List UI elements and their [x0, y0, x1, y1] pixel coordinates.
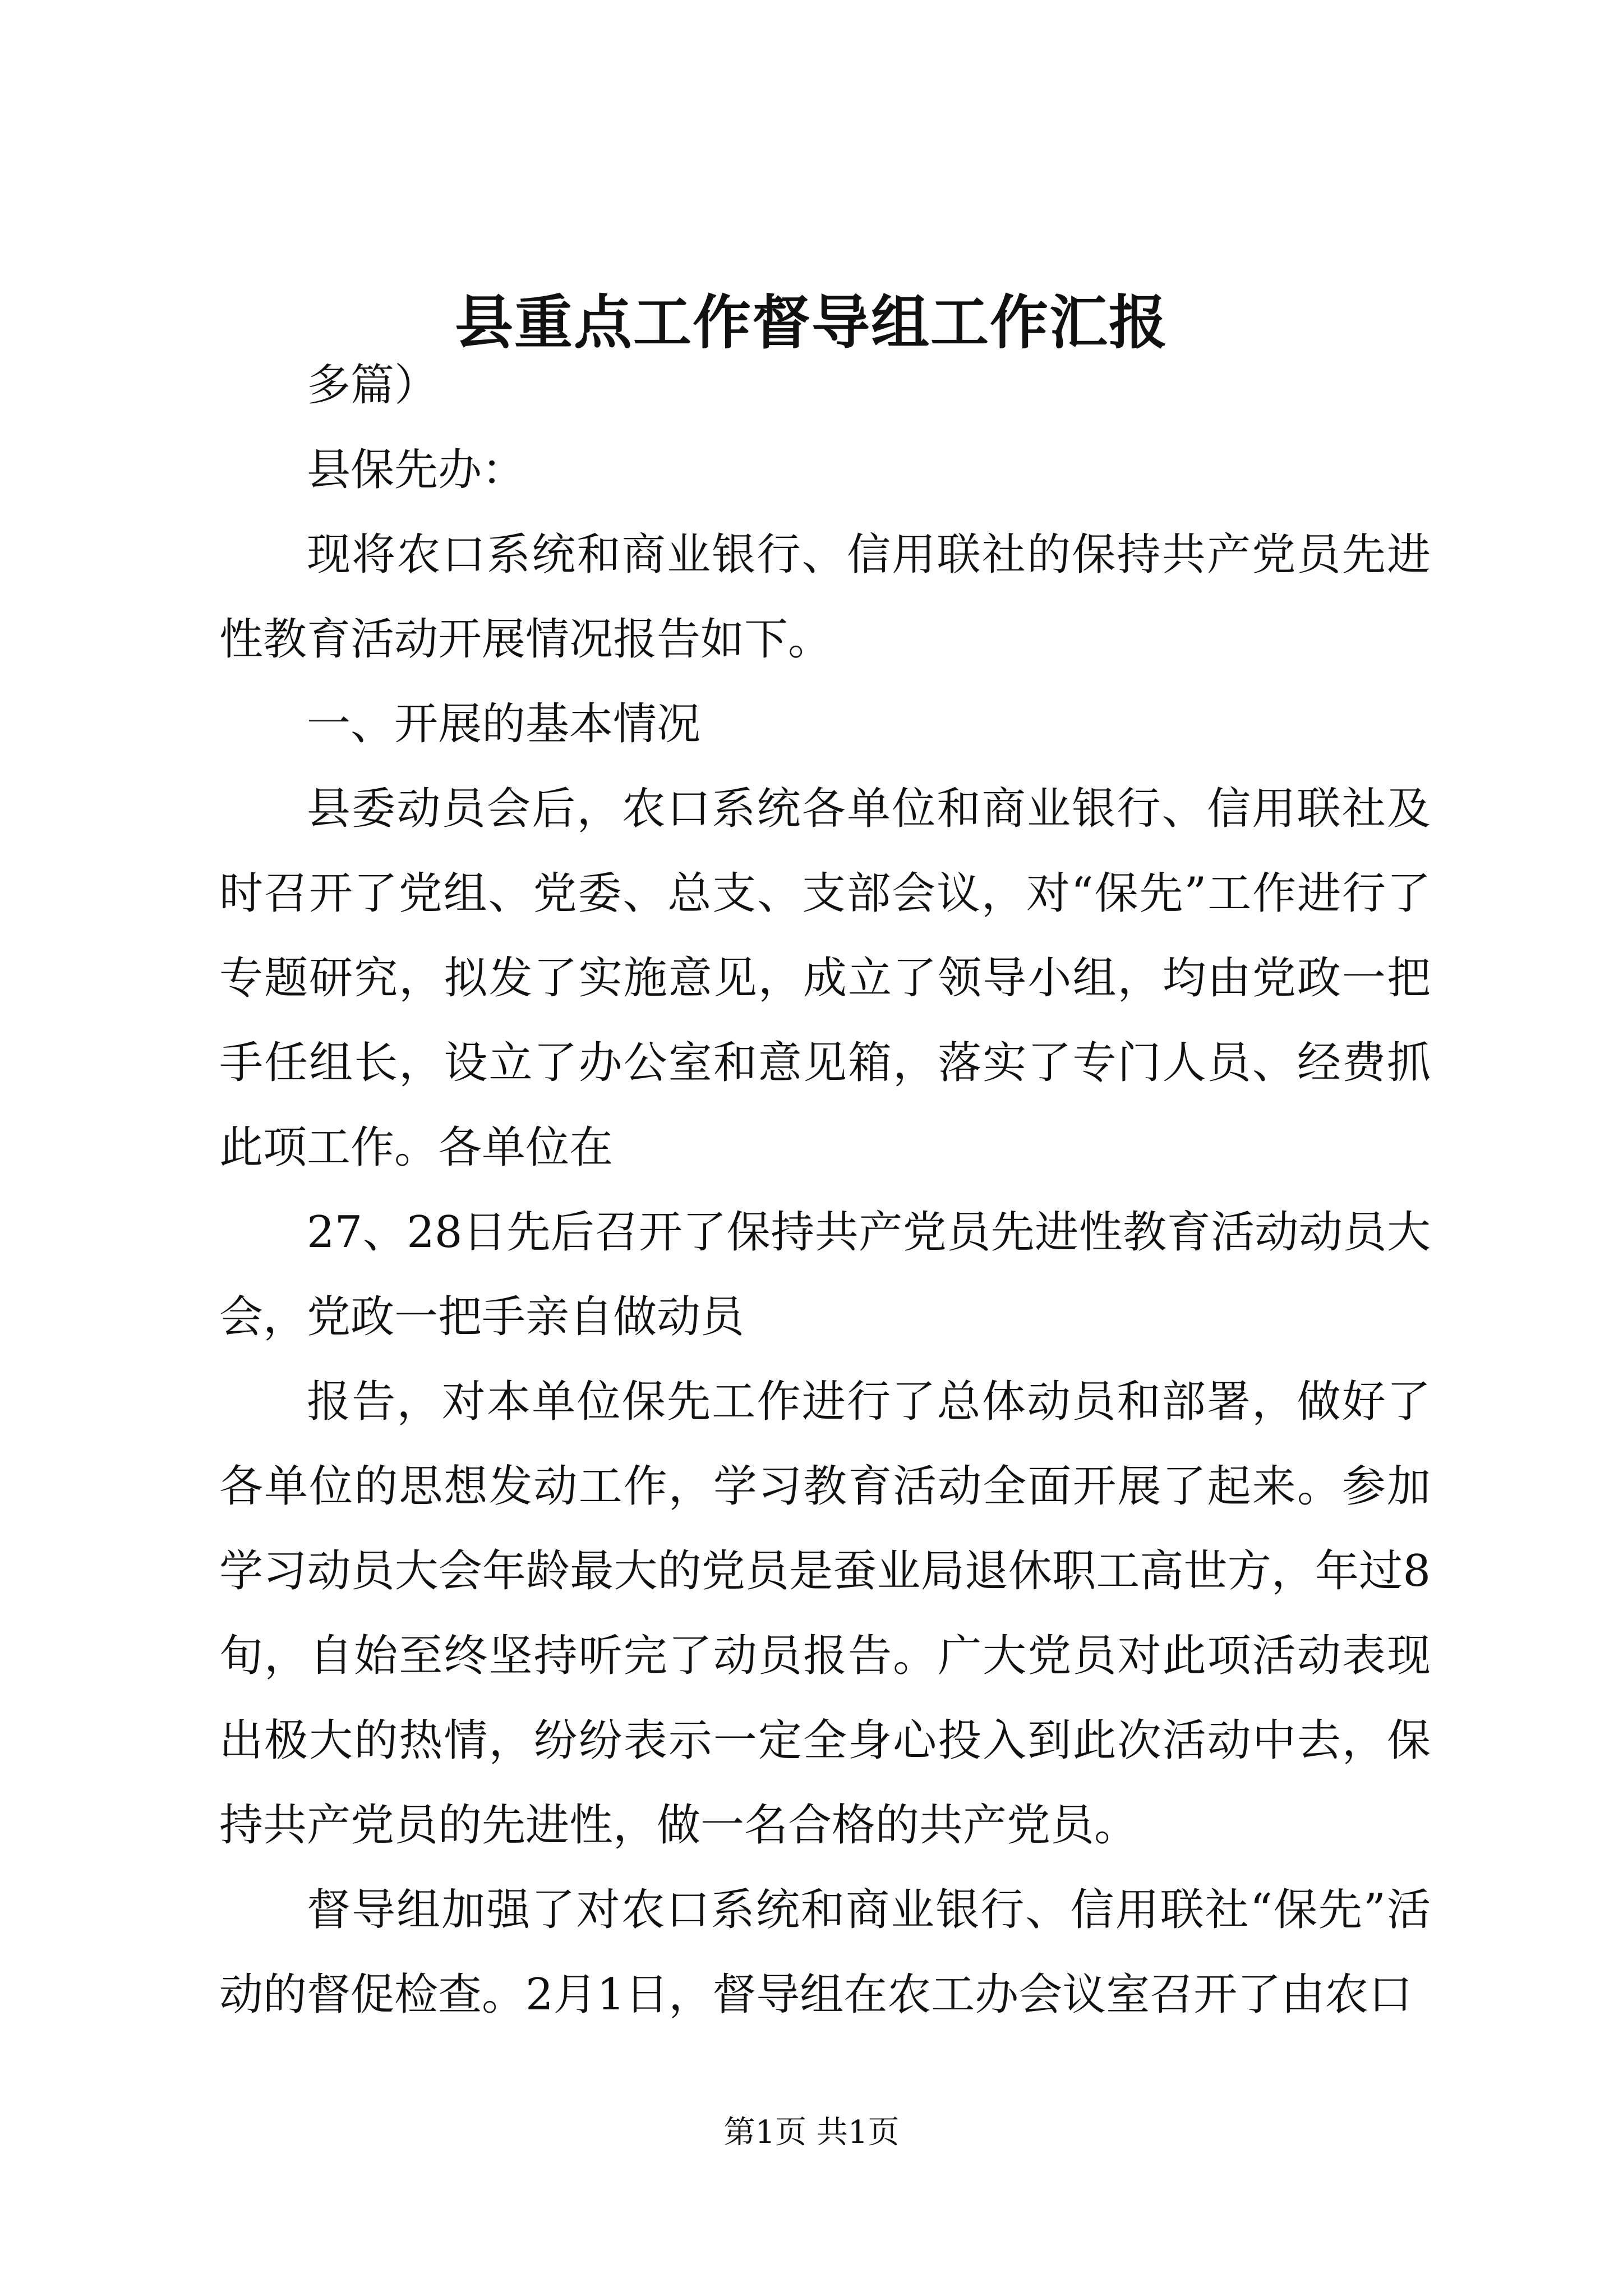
- page-footer: 第1页 共1页: [723, 2114, 900, 2151]
- paragraph: 县委动员会后，农口系统各单位和商业银行、信用联社及时召开了党组、党委、总支、支部会议，对“保先”工作进行了专题研究，拟发了实施意见，成立了领导小组，均由党政一把手任组长，设立了办公室和意见箱，落实了专门人员、经费抓此项工作。各单位在: [219, 784, 1431, 1173]
- paragraph: 县保先办：: [307, 445, 526, 495]
- paragraph: 现将农口系统和商业银行、信用联社的保持共产党员先进性教育活动开展情况报告如下。: [219, 530, 1431, 665]
- paragraph: 多篇）: [307, 360, 439, 411]
- document-body: [219, 343, 1431, 2037]
- paragraph: 27、28日先后召开了保持共产党员先进性教育活动动员大会，党政一把手亲自做动员: [219, 1207, 1431, 1342]
- paragraph: 报告，对本单位保先工作进行了总体动员和部署，做好了各单位的思想发动工作，学习教育活动全面开展了起来。参加学习动员大会年龄最大的党员是蚕业局退休职工高世方，年过8旬，自始至终坚持听完了动员报告。广大党员对此项活动表现出极大的热情，纷纷表示一定全身心投入到此次活动中去，保持共产党员的先进性，做一名合格的共产党员。: [219, 1377, 1431, 1851]
- section-heading: 一、开展的基本情况: [307, 699, 701, 749]
- paragraph: 督导组加强了对农口系统和商业银行、信用联社“保先”活动的督促检查。2月1日，督导组在农工办会议室召开了由农口: [219, 1885, 1431, 2020]
- document-title: 县重点工作督导组工作汇报: [454, 288, 1168, 357]
